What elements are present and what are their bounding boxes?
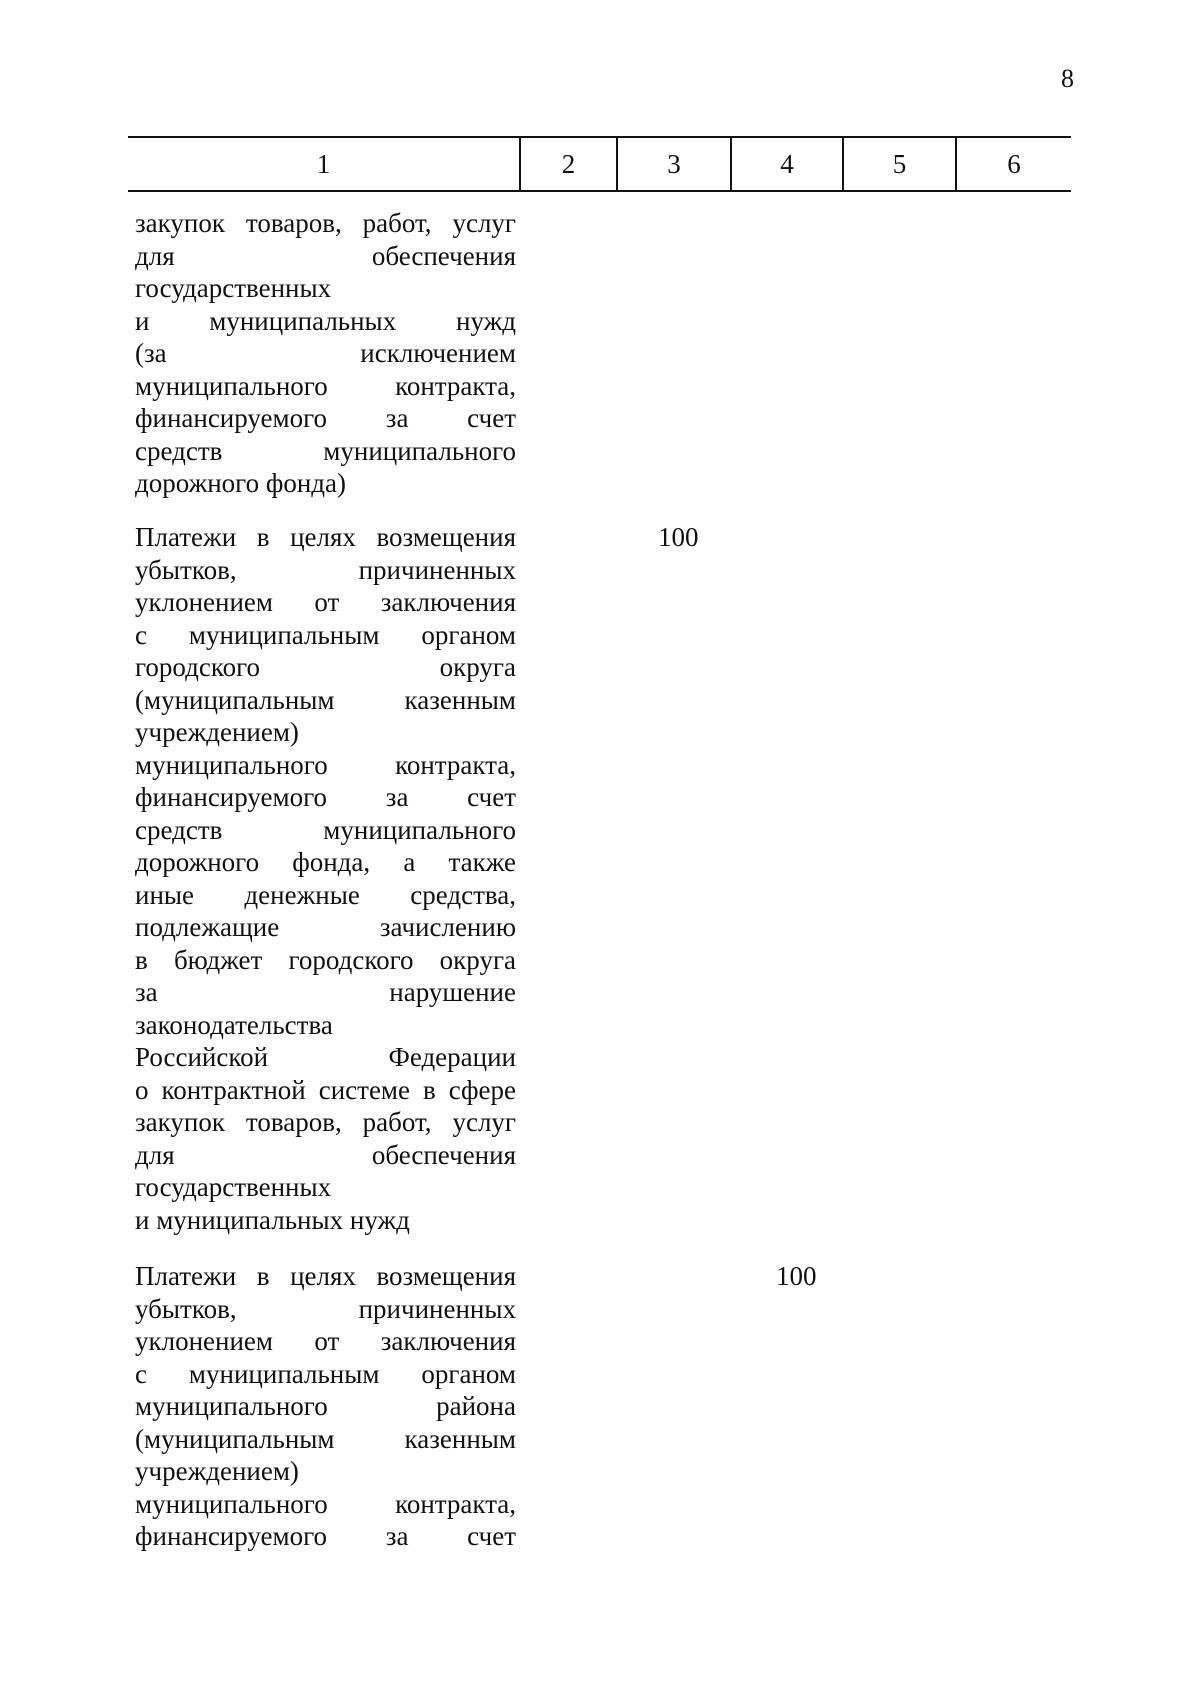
column-header-3: 3 bbox=[618, 138, 732, 190]
column-header-4: 4 bbox=[732, 138, 844, 190]
text-line: дорожного фонда) bbox=[135, 468, 346, 498]
row-description bbox=[135, 207, 516, 500]
text-line: уклонением от заключения bbox=[135, 587, 516, 617]
page-number: 8 bbox=[1061, 64, 1074, 93]
column-header-2: 2 bbox=[521, 138, 618, 190]
text-line: средств муниципального bbox=[135, 435, 516, 466]
text-line: для обеспечения bbox=[135, 240, 516, 271]
text-line: Платежи в целях возмещения bbox=[135, 1261, 516, 1291]
text-line: муниципального контракта, bbox=[135, 1488, 516, 1519]
text-line: за нарушение bbox=[135, 977, 516, 1007]
text-line: средств муниципального bbox=[135, 814, 516, 845]
text-line: иные денежные средства, bbox=[135, 879, 516, 910]
text-line: и муниципальных нужд bbox=[135, 1204, 410, 1235]
text-line: муниципального контракта, bbox=[135, 370, 516, 401]
text-line: закупок товаров, работ, услуг bbox=[135, 208, 516, 238]
table-row bbox=[135, 521, 1075, 1236]
text-line: с муниципальным органом bbox=[135, 1358, 516, 1389]
text-line: государственных bbox=[135, 1172, 332, 1202]
text-line: городского округа bbox=[135, 652, 516, 682]
text-line: о контрактной системе в сфере bbox=[135, 1074, 516, 1105]
table-header bbox=[128, 136, 1071, 192]
row-value-col3: 100 bbox=[658, 522, 699, 552]
row-description bbox=[135, 1260, 516, 1553]
text-line: учреждением) bbox=[135, 717, 299, 747]
column-header-1: 1 bbox=[128, 138, 521, 190]
text-line: в бюджет городского округа bbox=[135, 944, 516, 975]
row-value-col4: 100 bbox=[776, 1261, 817, 1291]
text-line: с муниципальным органом bbox=[135, 619, 516, 650]
text-line: и муниципальных нужд bbox=[135, 305, 516, 336]
table-row bbox=[135, 207, 1075, 500]
text-line: финансируемого за счет bbox=[135, 403, 516, 433]
text-line: учреждением) bbox=[135, 1456, 299, 1486]
text-line: финансируемого за счет bbox=[135, 1521, 516, 1551]
text-line: уклонением от заключения bbox=[135, 1326, 516, 1356]
column-header-6: 6 bbox=[1007, 148, 1021, 179]
text-line: законодательства bbox=[135, 1009, 333, 1040]
row-description bbox=[135, 521, 516, 1236]
text-line: муниципального контракта, bbox=[135, 749, 516, 780]
text-line: дорожного фонда, а также bbox=[135, 847, 516, 877]
text-line: (муниципальным казенным bbox=[135, 684, 516, 715]
text-line: (муниципальным казенным bbox=[135, 1423, 516, 1454]
table-row bbox=[135, 1260, 1075, 1553]
text-line: убытков, причиненных bbox=[135, 554, 516, 585]
text-line: для обеспечения bbox=[135, 1139, 516, 1170]
text-line: муниципального района bbox=[135, 1391, 516, 1421]
text-line: Платежи в целях возмещения bbox=[135, 522, 516, 552]
column-header-5: 5 bbox=[844, 138, 957, 190]
text-line: Российской Федерации bbox=[135, 1042, 516, 1072]
text-line: подлежащие зачислению bbox=[135, 912, 516, 942]
text-line: убытков, причиненных bbox=[135, 1293, 516, 1324]
text-line: (за исключением bbox=[135, 338, 516, 368]
text-line: закупок товаров, работ, услуг bbox=[135, 1107, 516, 1137]
text-line: государственных bbox=[135, 273, 332, 303]
text-line: финансируемого за счет bbox=[135, 782, 516, 812]
